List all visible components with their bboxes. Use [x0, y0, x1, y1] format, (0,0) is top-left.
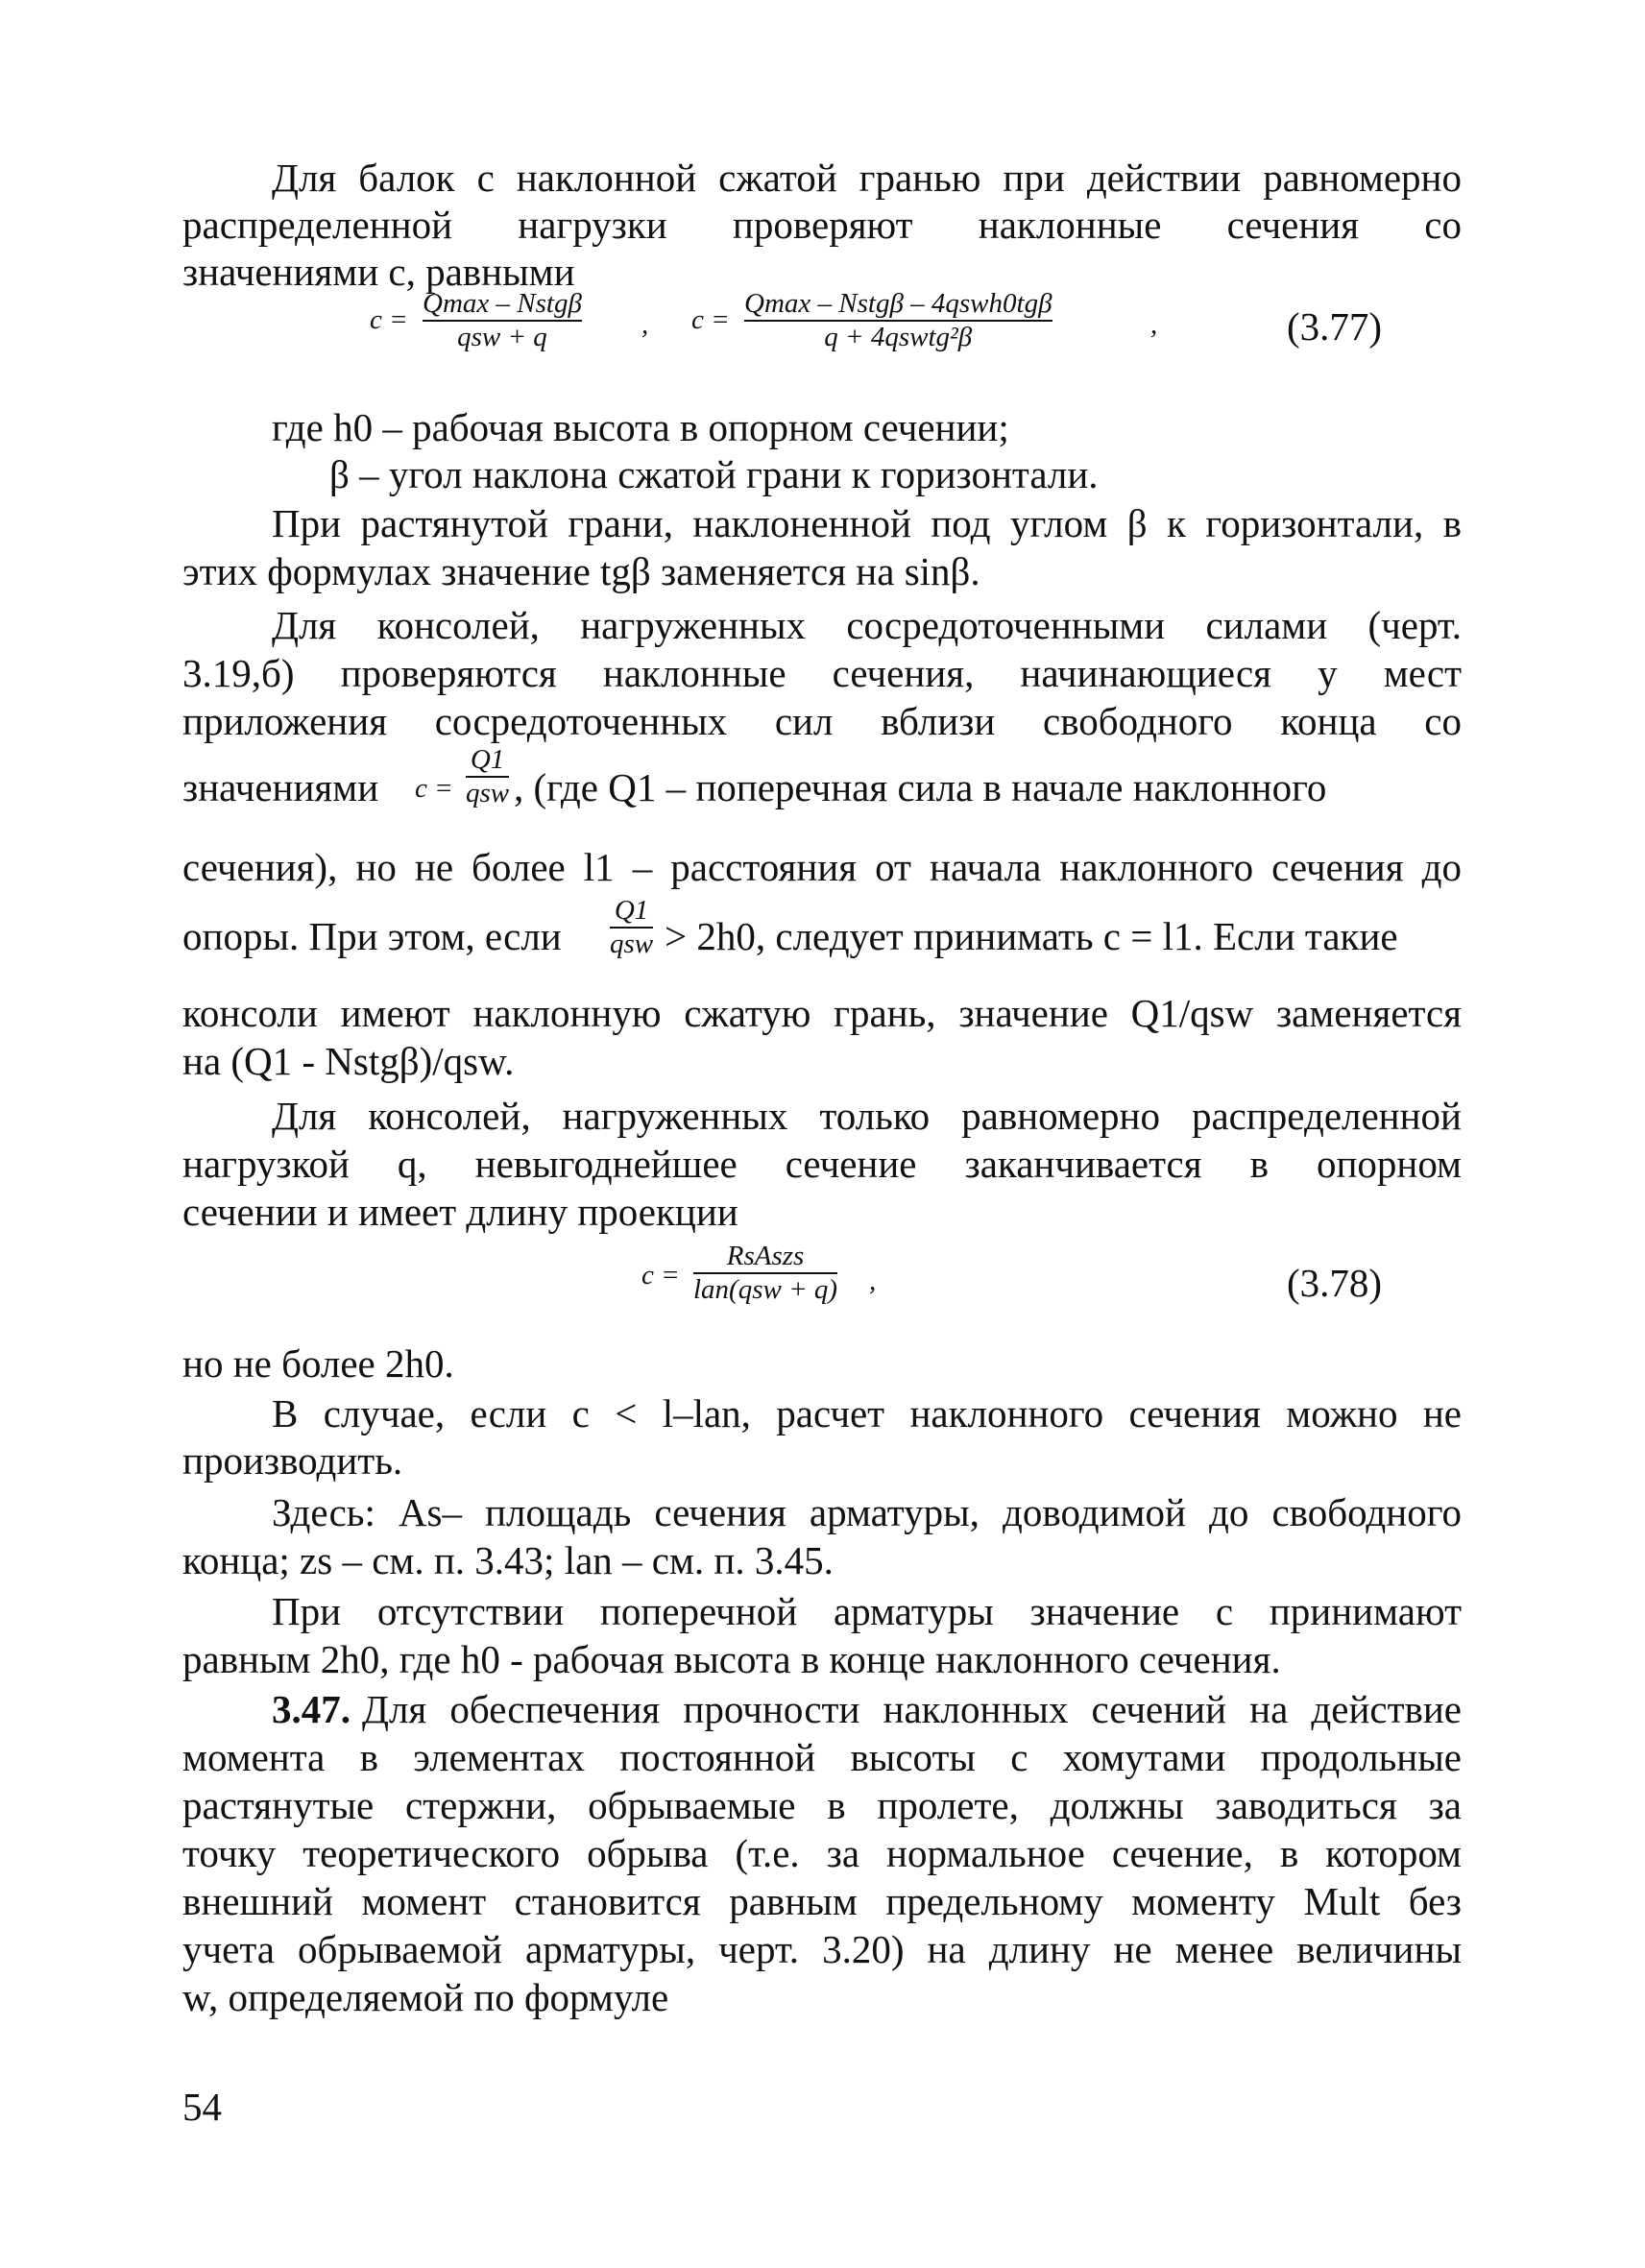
formula-3-78-numerator: RsAszs — [726, 1241, 805, 1271]
paragraph-3-line-1: Для консолей, нагруженных сосредоточенными силами (черт. — [272, 603, 1462, 647]
paragraph-6-line-1: Здесь: As– площадь сечения арматуры, доводимой до свободного — [272, 1490, 1462, 1534]
equation-number-3-78: (3.78) — [1287, 1261, 1383, 1305]
after-formula-line: но не более 2h0. — [182, 1341, 454, 1386]
where-beta-line: β – угол наклона сжатой грани к горизонтали. — [329, 452, 1099, 496]
formula-3-77-left-numerator: Qmax – Nstgβ — [423, 288, 582, 319]
formula-3-77-trailing-comma: , — [1150, 309, 1158, 340]
paragraph-7-line-2: равным 2h0, где h0 - рабочая высота в конце наклонного сечения. — [182, 1637, 1281, 1681]
paragraph-3-line-2: 3.19,б) проверяются наклонные сечения, начинающиеся у мест — [182, 651, 1462, 695]
section-number: 3.47. — [272, 1687, 351, 1731]
fraction-numerator: Q1 — [614, 895, 649, 926]
paragraph-1-line-3: значениями c, равными — [182, 250, 575, 294]
paragraph-3-line-4-start: значениями — [182, 765, 379, 809]
paragraph-8-line-2: момента в элементах постоянной высоты с хомутами продольные — [182, 1735, 1462, 1779]
paragraph-3-line-6-end: > 2h0, следует принимать c = l1. Если такие — [665, 914, 1398, 958]
paragraph-4-line-1: Для консолей, нагруженных только равномерно распределенной — [272, 1094, 1462, 1138]
formula-3-77-left-fraction — [423, 288, 582, 353]
paragraph-8-line-6: учета обрываемой арматуры, черт. 3.20) на длину не менее величины — [182, 1927, 1462, 1971]
paragraph-3-line-7: консоли имеют наклонную сжатую грань, значение Q1/qsw заменяется — [182, 991, 1462, 1035]
paragraph-1-line-1: Для балок с наклонной сжатой гранью при действии равномерно — [272, 156, 1462, 200]
paragraph-3-line-3: приложения сосредоточенных сил вблизи свободного конца со — [182, 699, 1462, 743]
paragraph-8-line-1-text: Для обеспечения прочности наклонных сечений на действие — [362, 1687, 1462, 1731]
paragraph-3-line-8: на (Q1 - Nstgβ)/qsw. — [182, 1039, 515, 1083]
fraction-denominator: qsw — [610, 929, 654, 959]
formula-3-78-fraction — [693, 1241, 837, 1306]
paragraph-3-line-6-start: опоры. При этом, если — [182, 914, 562, 958]
inline-fraction-q1-qsw-2 — [610, 895, 653, 960]
inline-fraction-q1-qsw — [466, 744, 509, 809]
formula-3-78-denominator: lan(qsw + q) — [693, 1274, 838, 1305]
paragraph-8-line-5: внешний момент становится равным предельному моменту Mult без — [182, 1879, 1462, 1923]
fraction-denominator: qsw — [466, 778, 510, 808]
formula-3-77-right-denominator: q + 4qswtg²β — [824, 322, 973, 352]
paragraph-3-line-4-end: , (где Q1 – поперечная сила в начале наклонного — [514, 765, 1327, 809]
paragraph-8-line-1 — [272, 1685, 1462, 1733]
fraction-numerator: Q1 — [470, 744, 505, 775]
paragraph-2-line-1: При растянутой грани, наклоненной под углом β к горизонтали, в — [272, 501, 1462, 545]
formula-3-77-left-lhs: c = — [370, 304, 408, 335]
formula-3-77-separator: , — [641, 309, 649, 340]
paragraph-3-line-5: сечения), но не более l1 – расстояния от начала наклонного сечения до — [182, 845, 1462, 889]
page-number: 54 — [182, 2085, 222, 2129]
equation-number-3-77: (3.77) — [1287, 304, 1383, 349]
formula-3-78-trailing-comma: , — [869, 1266, 877, 1296]
where-h0-line: где h0 – рабочая высота в опорном сечении; — [272, 405, 1009, 449]
formula-3-77-left-denominator: qsw + q — [457, 322, 547, 352]
formula-3-77-right-fraction — [744, 288, 1052, 353]
paragraph-8-line-4: точку теоретического обрыва (т.е. за нормальное сечение, в котором — [182, 1831, 1462, 1875]
paragraph-8-line-7: w, определяемой по формуле — [182, 1975, 669, 2019]
paragraph-7-line-1: При отсутствии поперечной арматуры значение c принимают — [272, 1589, 1462, 1633]
paragraph-5-line-2: производить. — [182, 1438, 403, 1483]
paragraph-2-line-2: этих формулах значение tgβ заменяется на sinβ. — [182, 549, 980, 593]
inline-formula-lhs: c = — [415, 773, 453, 804]
paragraph-4-line-3: сечении и имеет длину проекции — [182, 1190, 738, 1234]
formula-3-78-lhs: c = — [641, 1260, 680, 1291]
formula-3-77-right-lhs: c = — [691, 304, 730, 335]
paragraph-6-line-2: конца; zs – см. п. 3.43; lan – см. п. 3.45. — [182, 1538, 834, 1582]
paragraph-5-line-1: В случае, если c < l–lan, расчет наклонного сечения можно не — [272, 1391, 1462, 1436]
paragraph-4-line-2: нагрузкой q, невыгоднейшее сечение заканчивается в опорном — [182, 1142, 1462, 1186]
formula-3-77-right-numerator: Qmax – Nstgβ – 4qswh0tgβ — [744, 288, 1052, 319]
paragraph-1-line-2: распределенной нагрузки проверяют наклонные сечения со — [182, 203, 1462, 247]
paragraph-8-line-3: растянутые стержни, обрываемые в пролете, должны заводиться за — [182, 1783, 1462, 1827]
